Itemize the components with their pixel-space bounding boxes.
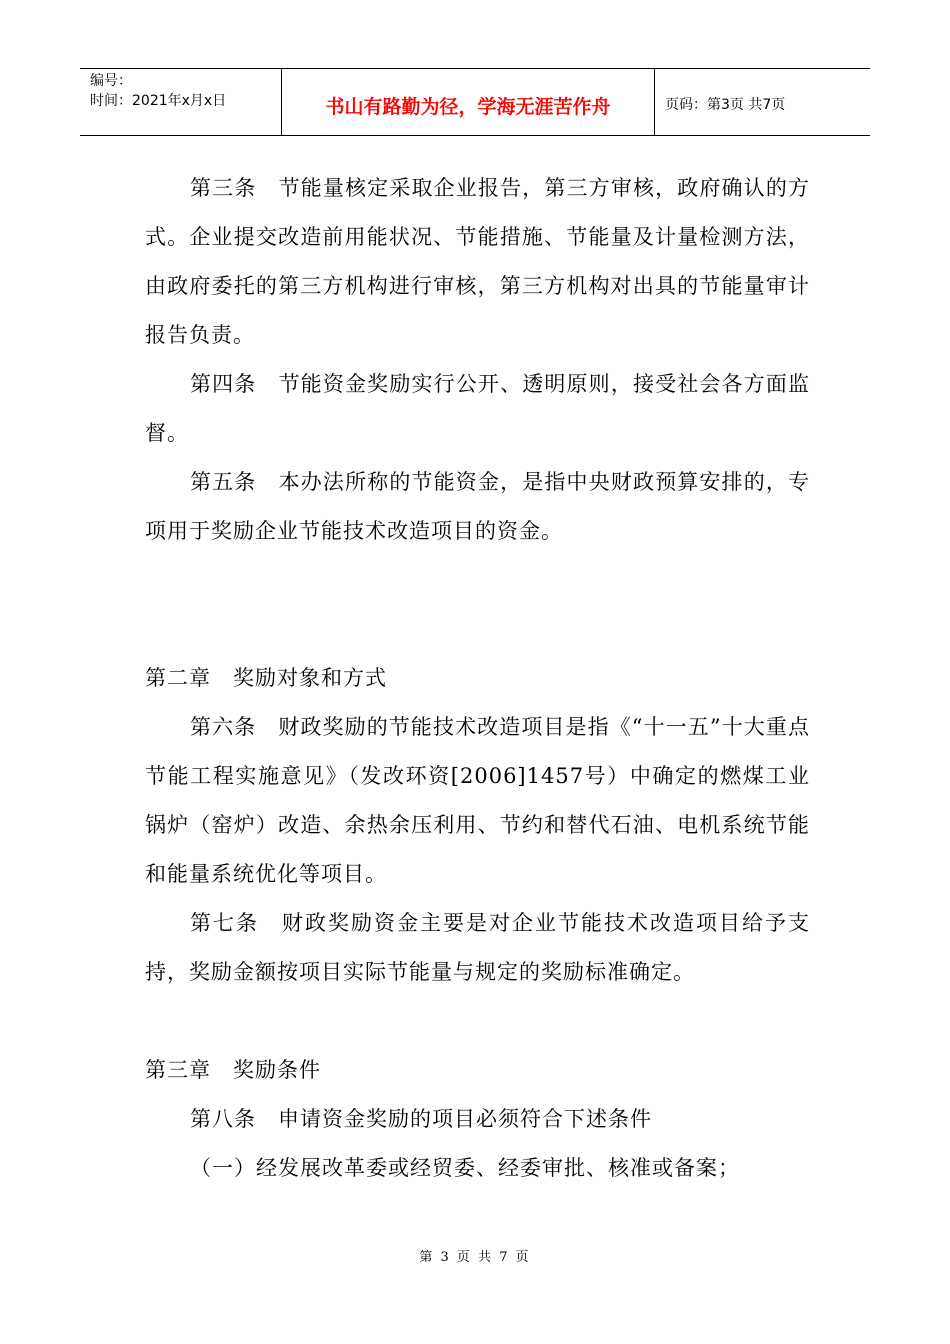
article-6: 第六条 财政奖励的节能技术改造项目是指《“十一五”十大重点节能工程实施意见》（发改环资[2006]1457号）中确定的燃煤工业锅炉（窑炉）改造、余热余压利用、节约和替代石油、电机系统节能和能量系统优化等项目。 xyxy=(145,715,810,886)
spacer xyxy=(145,556,810,654)
article-5: 第五条 本办法所称的节能资金，是指中央财政预算安排的，专项用于奖励企业节能技术改造项目的资金。 xyxy=(145,470,810,543)
article-8: 第八条 申请资金奖励的项目必须符合下述条件 xyxy=(190,1107,652,1131)
number-label: 编号： xyxy=(90,73,132,89)
header-motto: 书山有路勤为径，学海无涯苦作舟 xyxy=(282,69,655,135)
header-meta xyxy=(80,69,282,135)
document-body xyxy=(145,164,810,1193)
time-label: 时间：2021年x月x日 xyxy=(90,93,227,109)
article-3: 第三条 节能量核定采取企业报告，第三方审核，政府确认的方式。企业提交改造前用能状况、节能措施、节能量及计量检测方法，由政府委托的第三方机构进行审核，第三方机构对出具的节能量审计报告负责。 xyxy=(145,176,810,347)
spacer xyxy=(145,997,810,1046)
header-page-label: 页码：第3页 共7页 xyxy=(665,97,786,113)
document-header xyxy=(80,68,870,136)
article-7: 第七条 财政奖励资金主要是对企业节能技术改造项目给予支持，奖励金额按项目实际节能量与规定的奖励标准确定。 xyxy=(145,911,810,984)
chapter-2-heading: 第二章 奖励对象和方式 xyxy=(145,666,387,690)
page-footer: 第 3 页 共 7 页 xyxy=(419,1250,531,1265)
chapter-3-heading: 第三章 奖励条件 xyxy=(145,1058,321,1082)
article-4: 第四条 节能资金奖励实行公开、透明原则，接受社会各方面监督。 xyxy=(145,372,810,445)
article-8-item-1: （一）经发展改革委或经贸委、经委审批、核准或备案； xyxy=(190,1156,740,1180)
